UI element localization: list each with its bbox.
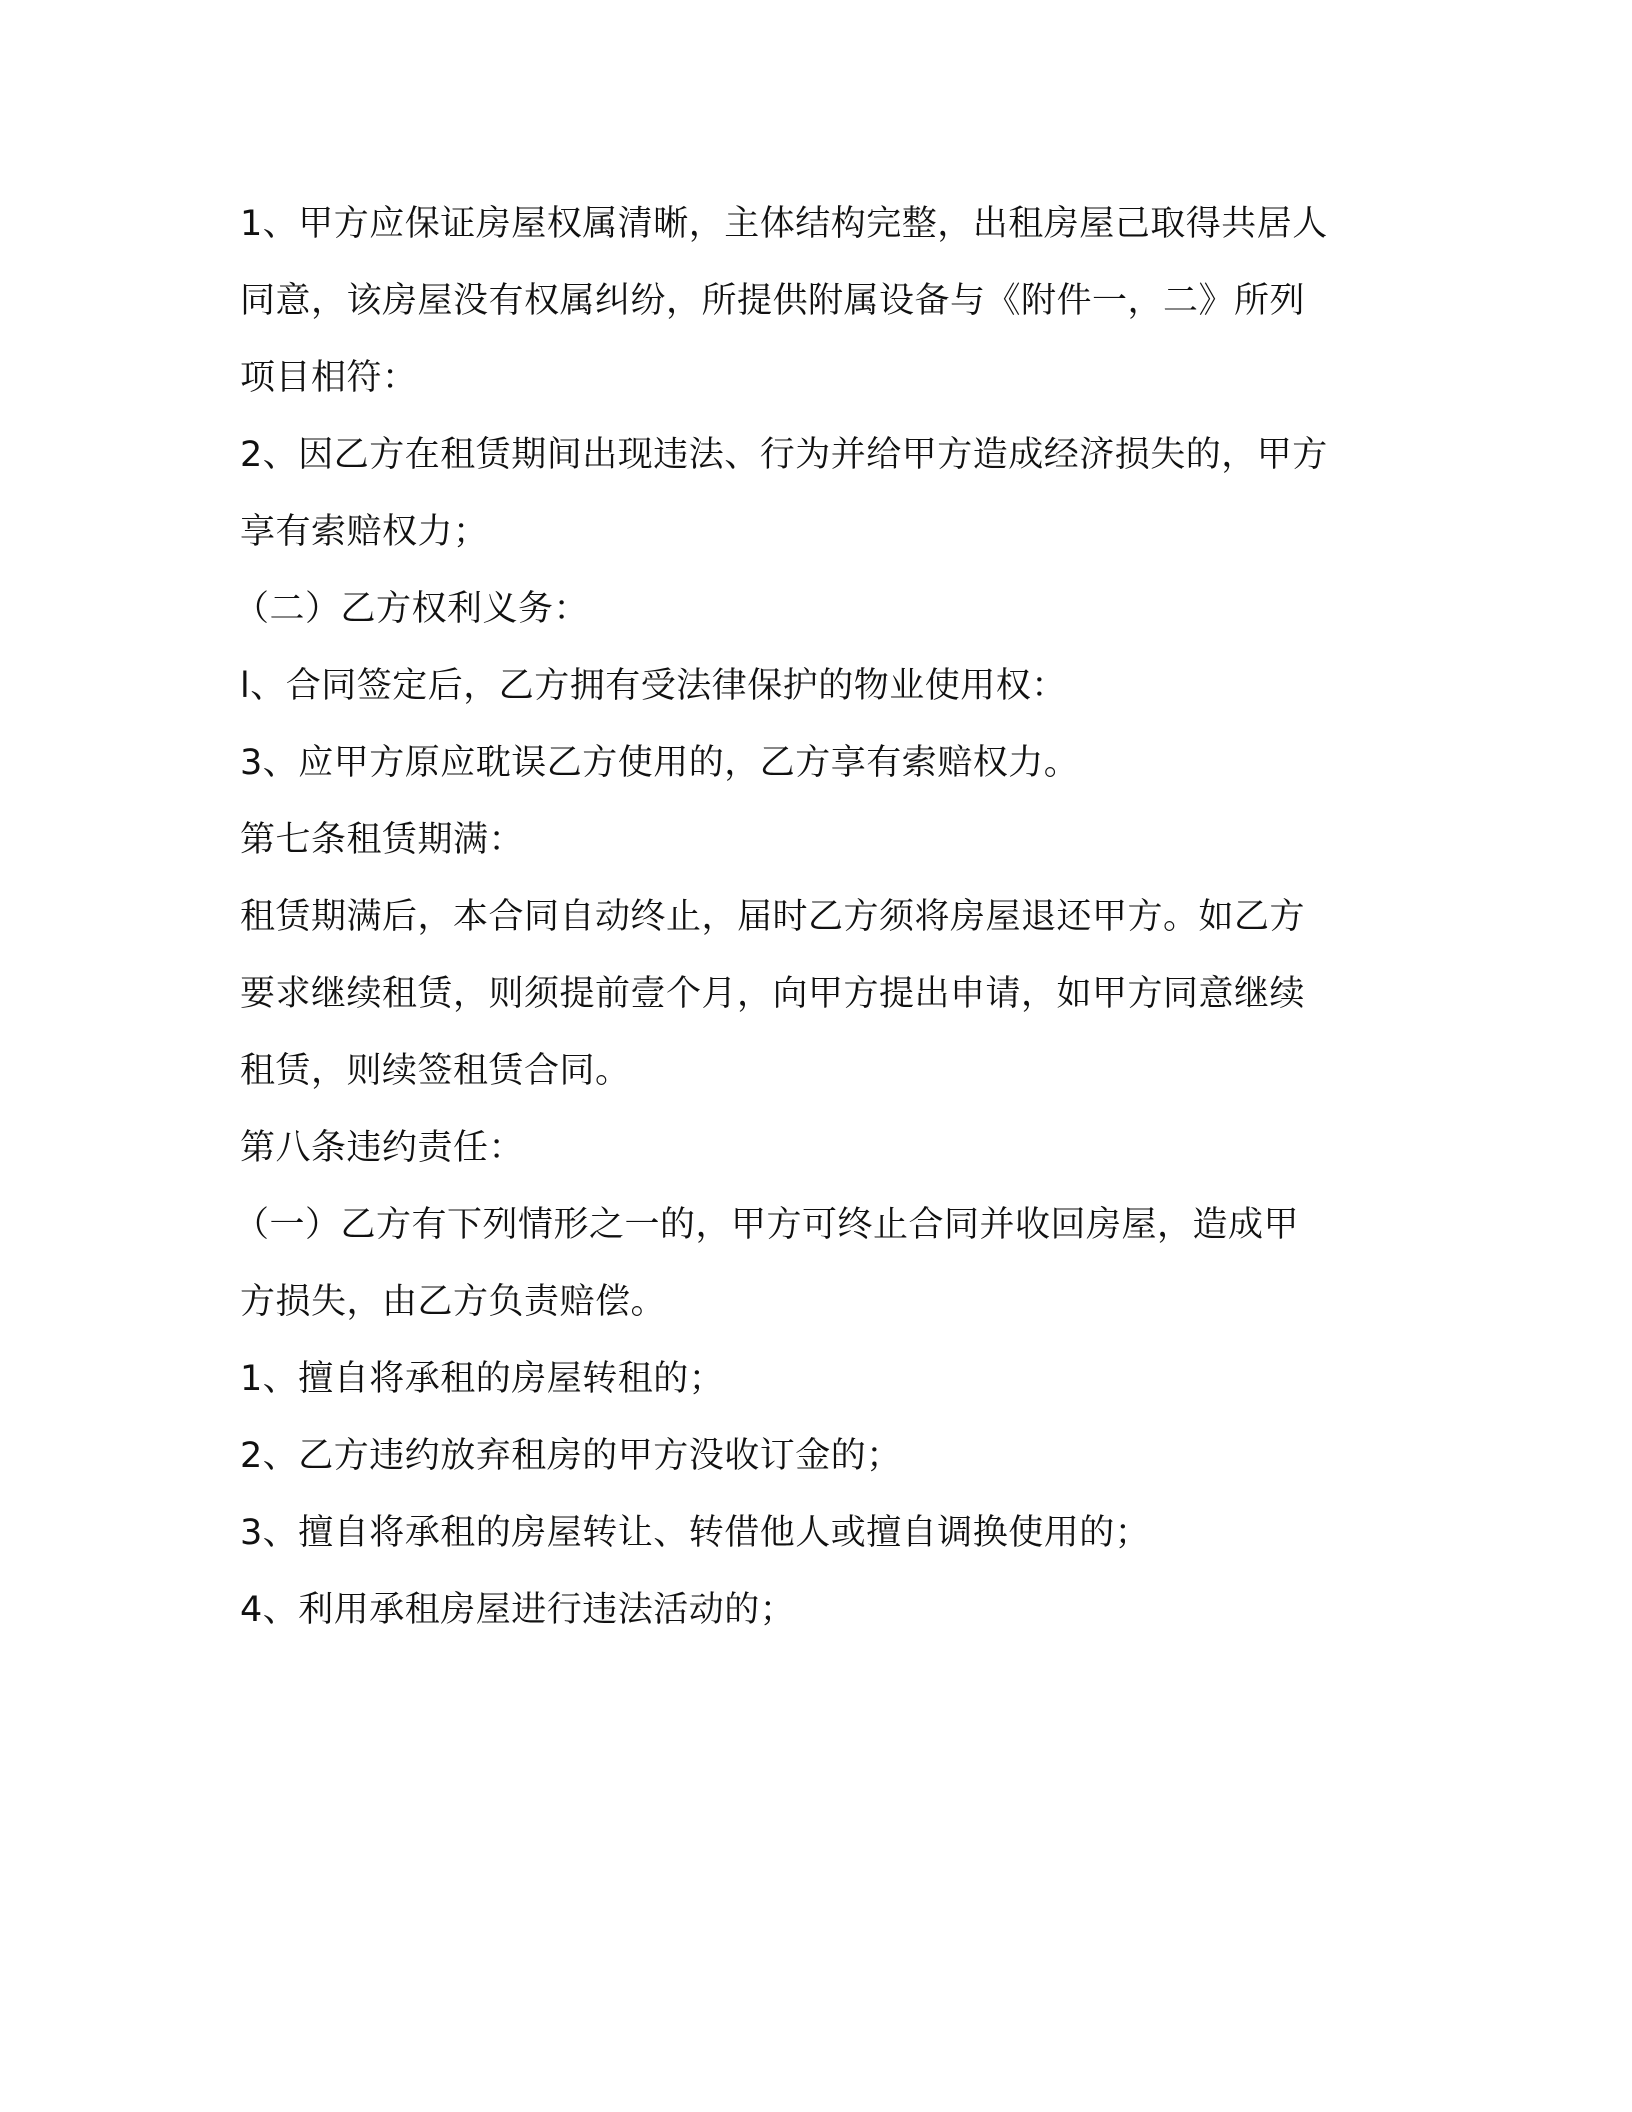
section-heading-party-b-rights: （二）乙方权利义务： — [234, 589, 590, 629]
text-line-5: 享有索赔权力； — [240, 512, 489, 552]
document-body — [234, 186, 1390, 1649]
list-item-2: 2、乙方违约放弃租房的甲方没收订金的； — [240, 1436, 902, 1476]
text-line-3: 项目相符： — [240, 358, 418, 398]
list-item-1: 1、擅自将承租的房屋转租的； — [240, 1359, 725, 1399]
text-line-11: 要求继续租赁，则须提前壹个月，向甲方提出申请，如甲方同意继续 — [240, 974, 1306, 1014]
text-line-14: （一）乙方有下列情形之一的，甲方可终止合同并收回房屋，造成甲 — [234, 1205, 1300, 1245]
text-line-12: 租赁，则续签租赁合同。 — [240, 1051, 631, 1091]
list-item-4: 4、利用承租房屋进行违法活动的； — [240, 1590, 796, 1630]
text-line-4: 2、因乙方在租赁期间出现违法、行为并给甲方造成经济损失的，甲方 — [240, 435, 1328, 475]
text-line-8: 3、应甲方原应耽误乙方使用的，乙方享有索赔权力。 — [240, 743, 1080, 783]
text-line-7: l、合同签定后，乙方拥有受法律保护的物业使用权： — [240, 666, 1067, 706]
article-8-heading: 第八条违约责任： — [240, 1128, 525, 1168]
text-line-15: 方损失，由乙方负责赔偿。 — [240, 1282, 667, 1322]
article-7-heading: 第七条租赁期满： — [240, 820, 525, 860]
list-item-3: 3、擅自将承租的房屋转让、转借他人或擅自调换使用的； — [240, 1513, 1151, 1553]
text-line-2: 同意，该房屋没有权属纠纷，所提供附属设备与《附件一，二》所列 — [240, 281, 1306, 321]
text-line-1: 1、甲方应保证房屋权属清晰，主体结构完整，出租房屋己取得共居人 — [240, 204, 1328, 244]
text-line-10: 租赁期满后，本合同自动终止，届时乙方须将房屋退还甲方。如乙方 — [240, 897, 1306, 937]
